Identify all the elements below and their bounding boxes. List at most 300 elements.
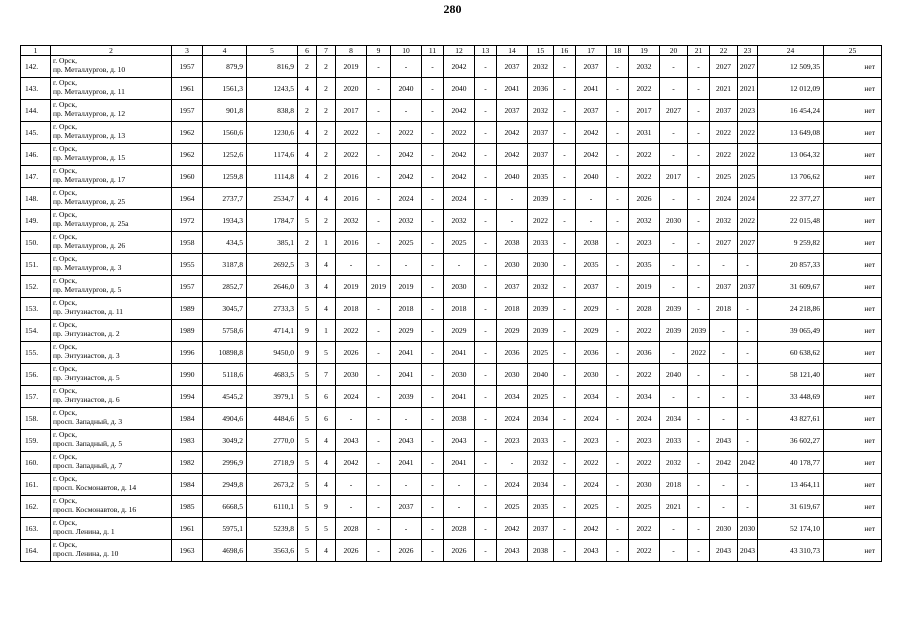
data-cell: 2027: [738, 232, 758, 254]
table-row: [21, 342, 882, 364]
data-cell: 2027: [710, 232, 738, 254]
data-cell: -: [607, 342, 629, 364]
data-cell: -: [422, 254, 444, 276]
data-cell: 2718,9: [247, 452, 298, 474]
address-street: просп. Ленина, д. 1: [53, 526, 115, 536]
data-cell: 2024: [576, 474, 607, 496]
column-number: 17: [576, 46, 607, 56]
data-cell: 1964: [172, 188, 203, 210]
table-row: [21, 188, 882, 210]
data-cell: 2022: [738, 144, 758, 166]
data-cell: 2042: [391, 166, 422, 188]
data-cell: 58 121,40: [758, 364, 824, 386]
data-cell: 2016: [336, 188, 367, 210]
address-street: пр. Металлургов, д. 11: [53, 86, 125, 96]
data-cell: -: [554, 474, 576, 496]
data-cell: 3: [298, 276, 317, 298]
address-city: г. Орск,: [53, 100, 77, 109]
data-cell: -: [660, 254, 688, 276]
data-cell: -: [660, 188, 688, 210]
data-cell: -: [738, 254, 758, 276]
address-cell: [51, 386, 172, 408]
data-cell: -: [422, 364, 444, 386]
data-cell: 13 706,62: [758, 166, 824, 188]
address-cell: [51, 188, 172, 210]
data-cell: 2: [298, 56, 317, 78]
data-cell: -: [475, 122, 497, 144]
data-cell: -: [391, 408, 422, 430]
data-cell: 2039: [528, 188, 554, 210]
data-cell: -: [554, 144, 576, 166]
data-cell: 22 377,27: [758, 188, 824, 210]
data-cell: 2: [317, 78, 336, 100]
data-cell: 2026: [336, 342, 367, 364]
data-cell: -: [367, 56, 391, 78]
data-cell: 2043: [444, 430, 475, 452]
data-cell: -: [336, 408, 367, 430]
data-cell: 3563,6: [247, 540, 298, 562]
data-cell: 2037: [710, 100, 738, 122]
data-cell: 2022: [629, 144, 660, 166]
data-cell: 2032: [710, 210, 738, 232]
data-cell: 2022: [629, 166, 660, 188]
data-cell: -: [422, 298, 444, 320]
data-cell: 1960: [172, 166, 203, 188]
data-cell: 16 454,24: [758, 100, 824, 122]
data-cell: 2037: [528, 122, 554, 144]
row-number: 143.: [21, 78, 51, 100]
data-cell: 4484,6: [247, 408, 298, 430]
address-city: г. Орск,: [53, 408, 77, 417]
data-cell: 1994: [172, 386, 203, 408]
data-cell: -: [475, 144, 497, 166]
data-cell: -: [475, 364, 497, 386]
data-cell: 1962: [172, 144, 203, 166]
address-street: пр. Металлургов, д. 13: [53, 130, 126, 140]
data-cell: 2023: [497, 430, 528, 452]
data-cell: 1972: [172, 210, 203, 232]
data-cell: нет: [824, 430, 882, 452]
data-cell: 1243,5: [247, 78, 298, 100]
data-cell: -: [607, 364, 629, 386]
data-cell: 1989: [172, 320, 203, 342]
column-number: 9: [367, 46, 391, 56]
address-street: просп. Космонавтов, д. 14: [53, 482, 137, 492]
data-cell: 6110,1: [247, 496, 298, 518]
data-cell: 4: [317, 254, 336, 276]
data-cell: -: [554, 100, 576, 122]
data-cell: -: [738, 342, 758, 364]
data-cell: 1561,3: [203, 78, 247, 100]
address-cell: [51, 210, 172, 232]
data-cell: -: [688, 144, 710, 166]
data-cell: -: [688, 408, 710, 430]
address-cell: [51, 320, 172, 342]
data-cell: -: [688, 364, 710, 386]
data-cell: -: [422, 232, 444, 254]
data-cell: 2043: [710, 540, 738, 562]
address-cell: [51, 100, 172, 122]
data-cell: 2025: [710, 166, 738, 188]
data-cell: -: [554, 166, 576, 188]
data-cell: 5118,6: [203, 364, 247, 386]
data-cell: 9: [298, 320, 317, 342]
data-cell: -: [444, 254, 475, 276]
address-cell: [51, 474, 172, 496]
data-cell: -: [475, 166, 497, 188]
data-cell: 5: [298, 452, 317, 474]
data-cell: -: [444, 474, 475, 496]
table-row: [21, 364, 882, 386]
data-cell: 2025: [528, 386, 554, 408]
data-cell: -: [367, 496, 391, 518]
data-cell: -: [660, 122, 688, 144]
data-cell: 2: [317, 56, 336, 78]
data-cell: 2042: [444, 144, 475, 166]
data-cell: 2022: [710, 144, 738, 166]
data-cell: -: [475, 320, 497, 342]
data-cell: 6: [317, 386, 336, 408]
data-cell: -: [660, 540, 688, 562]
data-cell: -: [688, 210, 710, 232]
table-row: [21, 496, 882, 518]
data-cell: 879,9: [203, 56, 247, 78]
data-cell: 2032: [528, 100, 554, 122]
data-cell: -: [607, 100, 629, 122]
data-cell: 2: [317, 166, 336, 188]
data-cell: 2025: [497, 496, 528, 518]
data-cell: 2030: [444, 364, 475, 386]
data-cell: -: [554, 408, 576, 430]
data-cell: 5: [298, 210, 317, 232]
data-cell: -: [554, 518, 576, 540]
data-cell: 4: [298, 188, 317, 210]
data-cell: 2038: [444, 408, 475, 430]
data-cell: 5: [298, 518, 317, 540]
data-cell: -: [422, 144, 444, 166]
data-cell: -: [422, 78, 444, 100]
data-cell: 2043: [336, 430, 367, 452]
data-cell: -: [336, 474, 367, 496]
address-street: пр. Металлургов, д. 25: [53, 196, 126, 206]
data-cell: 5: [298, 364, 317, 386]
address-city: г. Орск,: [53, 518, 77, 527]
data-cell: -: [475, 232, 497, 254]
address-city: г. Орск,: [53, 144, 77, 153]
data-cell: -: [422, 430, 444, 452]
data-cell: 13 464,11: [758, 474, 824, 496]
data-cell: -: [607, 78, 629, 100]
data-cell: -: [475, 452, 497, 474]
address-street: пр. Металлургов, д. 25а: [53, 218, 129, 228]
data-cell: -: [576, 188, 607, 210]
row-number: 164.: [21, 540, 51, 562]
data-cell: 2032: [444, 210, 475, 232]
data-cell: 2040: [391, 78, 422, 100]
data-cell: 2025: [391, 232, 422, 254]
data-cell: 2024: [497, 474, 528, 496]
data-cell: 2040: [528, 364, 554, 386]
address-city: г. Орск,: [53, 188, 77, 197]
data-cell: 2042: [576, 518, 607, 540]
address-city: г. Орск,: [53, 254, 77, 263]
data-cell: -: [367, 210, 391, 232]
address-cell: [51, 276, 172, 298]
data-cell: 2041: [444, 386, 475, 408]
data-cell: -: [554, 276, 576, 298]
data-cell: 2042: [576, 144, 607, 166]
data-cell: 2032: [629, 210, 660, 232]
data-cell: 1955: [172, 254, 203, 276]
data-cell: 1984: [172, 408, 203, 430]
data-cell: 2017: [629, 100, 660, 122]
data-cell: -: [422, 56, 444, 78]
column-number: 14: [497, 46, 528, 56]
data-cell: 1114,8: [247, 166, 298, 188]
data-cell: 1985: [172, 496, 203, 518]
column-number: 3: [172, 46, 203, 56]
data-cell: нет: [824, 100, 882, 122]
data-cell: 2021: [738, 78, 758, 100]
data-cell: -: [576, 210, 607, 232]
data-cell: -: [688, 56, 710, 78]
address-city: г. Орск,: [53, 452, 77, 461]
data-cell: 2024: [336, 386, 367, 408]
data-cell: 1990: [172, 364, 203, 386]
data-cell: 1963: [172, 540, 203, 562]
data-cell: 2038: [497, 232, 528, 254]
data-cell: 2020: [336, 78, 367, 100]
data-cell: 2027: [738, 56, 758, 78]
data-cell: 24 218,86: [758, 298, 824, 320]
table-row: [21, 298, 882, 320]
data-cell: 2037: [528, 144, 554, 166]
column-number: 7: [317, 46, 336, 56]
data-cell: -: [738, 474, 758, 496]
data-cell: 5: [317, 518, 336, 540]
data-cell: нет: [824, 320, 882, 342]
row-number: 151.: [21, 254, 51, 276]
column-number: 11: [422, 46, 444, 56]
data-cell: 2035: [576, 254, 607, 276]
data-cell: -: [367, 408, 391, 430]
data-cell: -: [391, 518, 422, 540]
data-cell: 12 012,09: [758, 78, 824, 100]
address-city: г. Орск,: [53, 320, 77, 329]
data-cell: нет: [824, 166, 882, 188]
data-cell: 2034: [528, 474, 554, 496]
data-cell: -: [422, 100, 444, 122]
data-cell: 5: [298, 298, 317, 320]
data-cell: 2026: [391, 540, 422, 562]
table-row: [21, 210, 882, 232]
data-cell: -: [607, 386, 629, 408]
data-cell: 816,9: [247, 56, 298, 78]
data-cell: -: [422, 386, 444, 408]
address-street: пр. Металлургов, д. 15: [53, 152, 126, 162]
data-cell: 2042: [497, 122, 528, 144]
data-cell: 2024: [444, 188, 475, 210]
data-cell: 2022: [576, 452, 607, 474]
data-cell: 2039: [688, 320, 710, 342]
data-cell: 2022: [391, 122, 422, 144]
data-cell: 2770,0: [247, 430, 298, 452]
address-street: просп. Космонавтов, д. 16: [53, 504, 137, 514]
data-cell: 2022: [336, 144, 367, 166]
data-cell: 4698,6: [203, 540, 247, 562]
data-cell: 2673,2: [247, 474, 298, 496]
data-cell: 2028: [629, 298, 660, 320]
data-cell: 2023: [629, 430, 660, 452]
row-number: 144.: [21, 100, 51, 122]
data-cell: -: [422, 408, 444, 430]
data-cell: 2949,8: [203, 474, 247, 496]
address-street: пр. Энтузиастов, д. 6: [53, 394, 120, 404]
data-cell: 2043: [391, 430, 422, 452]
data-cell: 22 015,48: [758, 210, 824, 232]
table-row: [21, 430, 882, 452]
data-cell: 2043: [497, 540, 528, 562]
data-cell: 2032: [528, 452, 554, 474]
data-cell: -: [554, 342, 576, 364]
column-number: 25: [824, 46, 882, 56]
column-number: 15: [528, 46, 554, 56]
data-cell: 2040: [576, 166, 607, 188]
data-cell: -: [688, 430, 710, 452]
row-number: 159.: [21, 430, 51, 452]
data-cell: 43 310,73: [758, 540, 824, 562]
data-cell: 4: [317, 276, 336, 298]
data-cell: -: [475, 100, 497, 122]
data-cell: 2: [317, 100, 336, 122]
data-cell: -: [391, 100, 422, 122]
data-cell: 2018: [391, 298, 422, 320]
data-cell: 2022: [629, 78, 660, 100]
data-cell: 2019: [391, 276, 422, 298]
data-cell: -: [607, 540, 629, 562]
row-number: 163.: [21, 518, 51, 540]
data-cell: -: [475, 298, 497, 320]
data-cell: нет: [824, 276, 882, 298]
data-cell: 2025: [576, 496, 607, 518]
data-cell: 31 609,67: [758, 276, 824, 298]
data-cell: 2026: [336, 540, 367, 562]
address-cell: [51, 78, 172, 100]
data-cell: 2029: [497, 320, 528, 342]
data-cell: 2041: [576, 78, 607, 100]
data-cell: -: [475, 430, 497, 452]
address-cell: [51, 254, 172, 276]
data-cell: -: [497, 188, 528, 210]
address-city: г. Орск,: [53, 474, 77, 483]
table-row: [21, 452, 882, 474]
data-cell: 2022: [710, 122, 738, 144]
data-cell: 2019: [336, 276, 367, 298]
row-number: 155.: [21, 342, 51, 364]
data-cell: -: [475, 540, 497, 562]
data-cell: -: [607, 56, 629, 78]
data-cell: -: [688, 386, 710, 408]
data-cell: 2042: [444, 166, 475, 188]
data-cell: 4: [298, 122, 317, 144]
data-cell: 2032: [660, 452, 688, 474]
data-cell: -: [336, 496, 367, 518]
column-number: 21: [688, 46, 710, 56]
data-cell: -: [336, 254, 367, 276]
data-cell: 5: [298, 408, 317, 430]
data-cell: 2030: [336, 364, 367, 386]
column-number: 19: [629, 46, 660, 56]
data-cell: 2040: [497, 166, 528, 188]
data-cell: 4: [317, 474, 336, 496]
row-number: 152.: [21, 276, 51, 298]
data-cell: -: [422, 518, 444, 540]
data-cell: 2: [317, 210, 336, 232]
data-cell: 1982: [172, 452, 203, 474]
address-cell: [51, 452, 172, 474]
data-cell: 5: [298, 540, 317, 562]
data-cell: 838,8: [247, 100, 298, 122]
data-cell: нет: [824, 298, 882, 320]
data-cell: 2021: [660, 496, 688, 518]
data-cell: -: [660, 518, 688, 540]
data-cell: 2024: [710, 188, 738, 210]
data-cell: 2733,3: [247, 298, 298, 320]
table-row: [21, 540, 882, 562]
data-cell: 2022: [738, 210, 758, 232]
data-cell: нет: [824, 122, 882, 144]
data-cell: -: [607, 188, 629, 210]
address-street: пр. Энтузиастов, д. 2: [53, 328, 120, 338]
data-cell: 2033: [528, 430, 554, 452]
data-cell: 3187,8: [203, 254, 247, 276]
data-cell: 4: [298, 144, 317, 166]
data-cell: 60 638,62: [758, 342, 824, 364]
address-cell: [51, 56, 172, 78]
data-cell: нет: [824, 254, 882, 276]
data-cell: -: [475, 56, 497, 78]
data-cell: -: [710, 320, 738, 342]
data-cell: -: [738, 430, 758, 452]
data-cell: 2037: [497, 56, 528, 78]
data-cell: 2026: [629, 188, 660, 210]
data-cell: 2036: [576, 342, 607, 364]
data-cell: -: [710, 474, 738, 496]
column-number: 5: [247, 46, 298, 56]
address-city: г. Орск,: [53, 342, 77, 351]
data-cell: 33 448,69: [758, 386, 824, 408]
data-cell: 2029: [391, 320, 422, 342]
data-cell: нет: [824, 496, 882, 518]
data-cell: 2022: [528, 210, 554, 232]
data-cell: 2026: [444, 540, 475, 562]
column-number: 6: [298, 46, 317, 56]
address-street: пр. Энтузиастов, д. 11: [53, 306, 124, 316]
data-cell: 2852,7: [203, 276, 247, 298]
data-cell: -: [660, 276, 688, 298]
data-cell: -: [367, 364, 391, 386]
data-cell: 2032: [629, 56, 660, 78]
data-cell: 6668,5: [203, 496, 247, 518]
data-cell: 2692,5: [247, 254, 298, 276]
data-cell: -: [688, 188, 710, 210]
table-row: [21, 78, 882, 100]
data-cell: -: [475, 78, 497, 100]
data-cell: 2036: [497, 342, 528, 364]
data-cell: 2024: [497, 408, 528, 430]
data-cell: -: [367, 342, 391, 364]
data-cell: -: [367, 540, 391, 562]
